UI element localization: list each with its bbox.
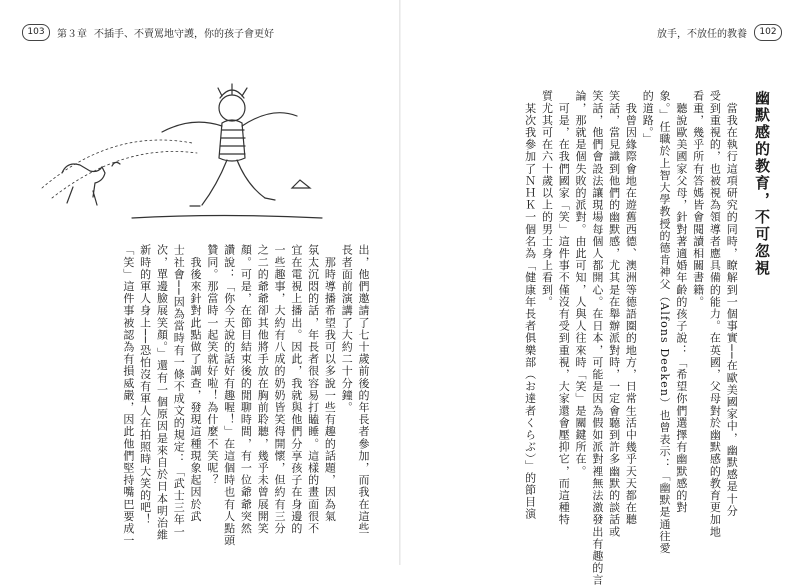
chapter-label: 第３章 — [57, 28, 87, 40]
text-column: 之二的爺爺卻其他將手放在胸前聆聽，幾乎未曾展開笑 — [256, 244, 270, 535]
left-page — [0, 0, 399, 565]
book-title: 放手，不放任的教養 — [657, 28, 747, 40]
text-column: 讚說：「你今天說的話好有趣喔！」在這個時也有人點頭 — [222, 244, 236, 547]
text-column: 聽說歐美國家父母，針對著適婚年齡的孩子說：「希望你們選擇有幽默感的對 — [674, 90, 688, 514]
chapter-title: 不插手、不賣罵地守護，你的孩子會更好 — [94, 28, 274, 40]
section-heading: 幽默感的教育，不可忽視 — [753, 90, 771, 277]
text-column: 士社會──因為當時有一條不成文的規定：「武士三年一 — [172, 244, 186, 538]
left-body-text — [119, 244, 371, 562]
text-column: 次，單邊臉展笑顏。」還有一個原因是來自於日本明治維 — [155, 244, 169, 541]
text-column: 象。」任職於上智大學教授的德肯神父（Alfons Deeken）也曾表示：「幽默是通往愛 — [658, 90, 672, 555]
text-column: 笑話，他們會設法讓現場每個人都開心。在日本，可能是因為假如派對裡無法激發出有趣的言 — [590, 90, 604, 586]
text-column: 長者面前演講了大約二十分鐘。 — [340, 244, 354, 414]
text-column: 可是，在我們國家「笑」這件事不僅沒有受到重視，大家還會壓抑它，而這種特 — [557, 90, 571, 526]
text-column: 論，那就是個失敗的派對。由此可知，人與人往來時「笑」是關鍵所在。 — [574, 90, 588, 478]
text-column: 笑話，當見識到他們的幽默感，尤其是在舉辦派對時，一定會聽到許多幽默的談話或 — [607, 90, 621, 538]
text-column: 一些趣事，大約有八成的奶奶皆笑得開懷，但約有三分 — [273, 244, 287, 535]
text-column: 看重，幾乎所有答媽皆會閱讀相關書籍。 — [691, 90, 705, 308]
right-body-text — [521, 90, 771, 586]
left-page-number: 103 — [22, 24, 50, 41]
right-page-number: 102 — [754, 24, 782, 41]
text-column: 宜在電視上播出。因此，我就與他們分享孩子在身邊的 — [289, 244, 303, 535]
text-column: 當我在執行這項研究的同時，瞭解到一個事實──在歐美國家中，幽默感是十分 — [725, 90, 739, 517]
right-running-header — [657, 22, 782, 42]
text-column: 我曾因緣際會地在遊舊西德、澳洲等德語圈的地方，日常生活中幾乎天天都在聽 — [624, 90, 638, 526]
text-column: 「笑」這件事被認為有損威嚴，因此他們堅持嘴巴要成一 — [121, 244, 135, 547]
text-column: 顏。可是，在節目結束後的閒聊時間，有一位爺爺突然 — [239, 244, 253, 535]
text-column: 質尤其可在六十歲以上的男士身上看到。 — [540, 90, 554, 308]
child-dog-illustration — [22, 68, 372, 228]
left-running-header — [22, 22, 274, 42]
text-column: 贊同。那當時一起笑就好啦！為什麼不笑呢？ — [205, 244, 219, 486]
right-page — [401, 0, 800, 586]
text-column: 出，他們邀請了七十歲前後的年長者參加，而我在這些 — [357, 244, 370, 535]
text-column: 那時導播希望我可以多說一些有趣的話題，因為氣 — [323, 244, 337, 523]
text-column: 某次我參加了ＮＨＫ一個名為「健康年長者俱樂部（お達者くらぶ）」的節目演 — [523, 90, 537, 521]
text-column: 新時的軍人身上──恐怕沒有軍人在拍照時大笑的吧！ — [138, 244, 152, 526]
text-column: 受到重視的，也被視為領導者應具備的能力。在英國，父母對於幽默感的教育更加地 — [708, 90, 722, 538]
text-column: 的道路。」 — [641, 90, 655, 145]
text-column: 我後來針對此點做了調查，發現這種現象起因於武 — [189, 244, 203, 523]
text-column: 氛太沉悶的話，年長者很容易打瞌睡。這樣的畫面很不 — [306, 244, 320, 535]
